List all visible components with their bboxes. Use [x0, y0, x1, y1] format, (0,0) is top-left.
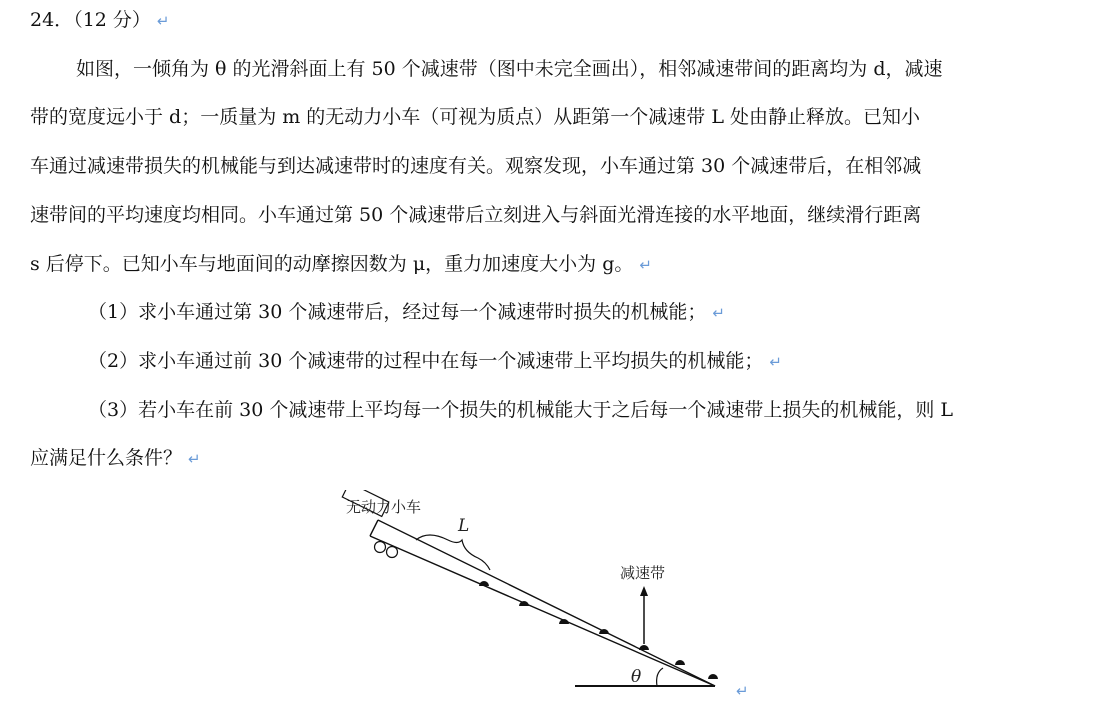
- paragraph-line-5: s 后停下。已知小车与地面间的动摩擦因数为 μ，重力加速度大小为 g。: [30, 253, 634, 275]
- subquestion-2-wrap: [88, 349, 782, 374]
- question-score: （12 分）: [73, 9, 151, 31]
- distance-label: L: [458, 516, 470, 536]
- angle-arc: [657, 668, 663, 686]
- return-mark-icon: ↵: [188, 450, 201, 468]
- paragraph-line-1: 如图，一倾角为 θ 的光滑斜面上有 50 个减速带（图中未完全画出），相邻减速带间的距离均为 d，减速: [76, 58, 943, 80]
- speed-bump: [639, 645, 649, 650]
- question-number: 24．: [30, 9, 74, 31]
- cart-label: 无动力小车: [346, 498, 422, 516]
- speed-bumps: [479, 581, 718, 679]
- paragraph-line-4: 速带间的平均速度均相同。小车通过第 50 个减速带后立刻进入与斜面光滑连接的水平地面，继续滑行距离: [30, 204, 922, 226]
- subquestion-1-wrap: [88, 300, 725, 325]
- return-mark-icon: ↵: [639, 256, 652, 274]
- incline-top-end: [370, 520, 378, 536]
- subquestion-3-cont: 应满足什么条件？: [30, 447, 183, 469]
- paragraph-line-3: 车通过减速带损失的机械能与到达减速带时的速度有关。观察发现，小车通过第 30 个减速带后，在相邻减: [30, 155, 922, 177]
- paragraph-line-2: 带的宽度远小于 d；一质量为 m 的无动力小车（可视为质点）从距第一个减速带 L 处由静止释放。已知小: [30, 106, 920, 128]
- bump-label: 减速带: [620, 564, 666, 582]
- incline-top-edge: [378, 520, 715, 686]
- speed-bump: [675, 660, 685, 665]
- distance-brace: [416, 535, 490, 570]
- subquestion-3-cont-wrap: [30, 446, 201, 471]
- return-mark-icon: ↵: [712, 304, 725, 322]
- return-mark-icon: ↵: [156, 12, 170, 30]
- incline-bottom-edge: [370, 536, 715, 686]
- cart-wheel: [375, 542, 386, 553]
- question-header: [30, 8, 169, 33]
- return-mark-icon: ↵: [736, 682, 749, 700]
- angle-label: θ: [631, 667, 642, 687]
- paragraph-line-5-wrap: [30, 252, 652, 277]
- subquestion-1: （1）求小车通过第 30 个减速带后，经过每一个减速带时损失的机械能；: [88, 301, 707, 323]
- speed-bump: [479, 581, 489, 586]
- cart-wheel: [387, 547, 398, 558]
- bump-arrow-head-icon: [640, 586, 648, 596]
- return-mark-icon: ↵: [769, 353, 782, 371]
- speed-bump: [559, 619, 569, 624]
- speed-bump: [708, 674, 718, 679]
- incline-figure: [330, 490, 760, 700]
- subquestion-3: （3）若小车在前 30 个减速带上平均每一个损失的机械能大于之后每一个减速带上损失的机械能，则 L: [88, 399, 954, 421]
- subquestion-2: （2）求小车通过前 30 个减速带的过程中在每一个减速带上平均损失的机械能；: [88, 350, 764, 372]
